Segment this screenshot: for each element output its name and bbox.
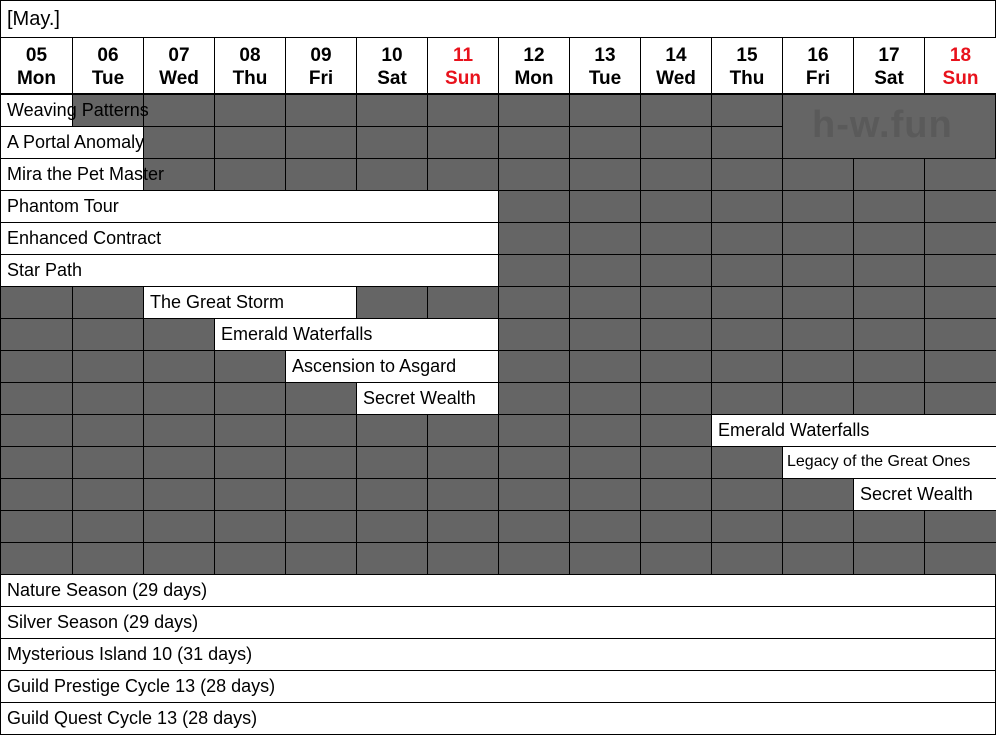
grid-cell [143,414,215,447]
day-header-05 [0,37,73,94]
grid-cell [214,446,286,479]
day-number: 07 [168,45,190,66]
event-label: The Great Storm [150,292,285,312]
grid-cell [640,446,712,479]
weekday-name: Sat [377,68,407,89]
grid-cell [72,382,144,415]
grid-cell [853,542,925,575]
grid-cell [214,350,286,383]
grid-cell [356,478,428,511]
grid-cell [853,158,925,191]
event-bar[interactable] [0,126,144,159]
grid-cell [569,318,641,351]
season-label: Guild Quest Cycle 13 (28 days) [7,708,258,728]
season-label: Guild Prestige Cycle 13 (28 days) [7,676,276,696]
season-label: Silver Season (29 days) [7,612,199,632]
grid-cell [640,222,712,255]
grid-cell [356,126,428,159]
day-header-12 [498,37,570,94]
grid-cell [214,126,286,159]
season-row[interactable] [0,670,996,703]
grid-cell [498,350,570,383]
grid-cell [0,542,73,575]
event-bar[interactable] [0,94,149,127]
grid-cell [853,222,925,255]
grid-cell [924,254,996,287]
grid-cell [569,222,641,255]
grid-cell [0,478,73,511]
watermark: h-w.fun [812,104,953,146]
event-label: Secret Wealth [860,484,973,504]
grid-cell [498,158,570,191]
grid-cell [711,158,783,191]
event-label: Phantom Tour [7,196,119,216]
event-bar[interactable] [0,254,499,287]
grid-cell [569,286,641,319]
grid-cell [498,126,570,159]
grid-cell [498,510,570,543]
day-header-14 [640,37,712,94]
day-number: 09 [310,45,332,66]
grid-cell [569,446,641,479]
day-number: 16 [807,45,829,66]
grid-cell [640,158,712,191]
grid-cell [924,222,996,255]
grid-cell [924,158,996,191]
event-bar[interactable] [356,382,499,415]
grid-cell [711,222,783,255]
weekday-name: Tue [588,68,622,89]
grid-cell [498,382,570,415]
day-number: 15 [736,45,758,66]
grid-cell [427,126,499,159]
grid-cell [143,350,215,383]
weekday-name: Fri [308,68,334,89]
grid-cell [924,350,996,383]
grid-cell [782,350,854,383]
grid-cell [569,158,641,191]
grid-cell [782,254,854,287]
grid-cell [782,286,854,319]
grid-cell [0,382,73,415]
event-label: Secret Wealth [363,388,476,408]
grid-cell [569,478,641,511]
grid-cell [924,286,996,319]
grid-cell [640,254,712,287]
grid-cell [214,382,286,415]
grid-cell [143,126,215,159]
season-label: Mysterious Island 10 (31 days) [7,644,253,664]
grid-cell [498,446,570,479]
event-label: Weaving Patterns [7,100,149,120]
grid-cell [0,510,73,543]
grid-cell [711,478,783,511]
grid-cell [143,478,215,511]
grid-cell [711,510,783,543]
grid-cell [0,318,73,351]
event-label: Ascension to Asgard [292,356,457,376]
day-number: 13 [594,45,616,66]
grid-cell [72,510,144,543]
event-label: Enhanced Contract [7,228,162,248]
grid-cell [498,414,570,447]
event-bar[interactable] [0,158,165,191]
grid-cell [782,190,854,223]
weekday-name: Mon [16,68,57,89]
grid-cell [498,318,570,351]
day-header-09 [285,37,357,94]
event-label: Legacy of the Great Ones [787,453,971,470]
grid-cell [143,446,215,479]
grid-cell [498,254,570,287]
grid-cell [0,414,73,447]
grid-cell [356,510,428,543]
grid-cell [924,542,996,575]
grid-cell [0,286,73,319]
season-row[interactable] [0,606,996,639]
grid-cell [285,542,357,575]
grid-cell [498,542,570,575]
grid-cell [711,382,783,415]
grid-cell [356,446,428,479]
grid-cell [285,94,357,127]
weekday-name: Thu [232,68,268,89]
grid-cell [143,542,215,575]
grid-cell [924,510,996,543]
day-header-15 [711,37,783,94]
grid-cell [640,542,712,575]
grid-cell [782,478,854,511]
grid-cell [143,510,215,543]
grid-cell [427,414,499,447]
grid-cell [640,190,712,223]
day-header-07 [143,37,215,94]
grid-cell [427,542,499,575]
grid-cell [853,254,925,287]
grid-cell [782,382,854,415]
day-number: 14 [665,45,687,66]
weekday-name: Sun [942,68,979,89]
grid-cell [143,318,215,351]
grid-cell [569,382,641,415]
event-bar[interactable] [711,414,996,447]
grid-cell [711,318,783,351]
grid-cell [285,510,357,543]
event-label: Mira the Pet Master [7,164,165,184]
grid-cell [853,190,925,223]
day-header-10 [356,37,428,94]
grid-cell [214,542,286,575]
grid-cell [711,350,783,383]
day-number: 18 [949,45,972,66]
grid-cell [711,190,783,223]
grid-cell [569,126,641,159]
event-bar[interactable] [143,286,357,319]
day-number: 08 [239,45,261,66]
grid-cell [498,286,570,319]
grid-cell [285,382,357,415]
grid-cell [0,446,73,479]
season-label: Nature Season (29 days) [7,580,208,600]
grid-cell [853,382,925,415]
event-bar[interactable] [285,350,499,383]
grid-cell [711,94,783,127]
grid-cell [72,318,144,351]
grid-cell [569,350,641,383]
grid-cell [72,446,144,479]
grid-cell [285,126,357,159]
grid-cell [640,510,712,543]
grid-cell [782,318,854,351]
grid-cell [640,414,712,447]
weekday-name: Mon [514,68,554,89]
grid-cell [640,478,712,511]
grid-cell [143,94,215,127]
grid-cell [640,318,712,351]
grid-cell [356,414,428,447]
grid-cell [711,254,783,287]
weekday-name: Fri [805,68,831,89]
grid-cell [427,94,499,127]
event-label: Emerald Waterfalls [221,324,373,344]
event-bar[interactable] [853,478,996,511]
grid-cell [640,94,712,127]
grid-cell [214,158,286,191]
season-row[interactable] [0,574,996,607]
event-bar[interactable] [0,190,499,223]
grid-cell [498,478,570,511]
event-label: A Portal Anomaly [7,132,145,152]
grid-cell [214,478,286,511]
grid-cell [72,286,144,319]
event-bar[interactable] [0,222,499,255]
day-header-13 [569,37,641,94]
grid-cell [640,382,712,415]
event-bar[interactable] [214,318,499,351]
day-header-11 [427,37,499,94]
grid-cell [214,414,286,447]
day-number: 11 [452,45,474,66]
grid-cell [72,414,144,447]
grid-cell [711,286,783,319]
day-number: 05 [25,45,48,66]
grid-cell [72,478,144,511]
grid-cell [427,158,499,191]
grid-cell [427,446,499,479]
day-number: 10 [381,45,403,66]
event-label: Star Path [7,260,83,280]
grid-cell [356,286,428,319]
grid-cell [853,318,925,351]
grid-cell [924,318,996,351]
grid-cell [569,254,641,287]
grid-cell [782,222,854,255]
grid-cell [356,542,428,575]
grid-cell [285,446,357,479]
grid-cell [924,382,996,415]
grid-cell [569,94,641,127]
grid-cell [853,510,925,543]
grid-cell [72,350,144,383]
grid-cell [0,350,73,383]
weekday-name: Wed [656,68,696,89]
grid-cell [143,382,215,415]
day-header-16 [782,37,854,94]
day-header-18 [924,37,996,94]
grid-cell [498,190,570,223]
grid-cell [214,94,286,127]
grid-cell [853,286,925,319]
grid-cell [285,478,357,511]
grid-cell [356,158,428,191]
grid-cell [569,190,641,223]
grid-cell [711,126,783,159]
weekday-name: Wed [159,68,199,89]
grid-cell [782,542,854,575]
season-row[interactable] [0,638,996,671]
grid-cell [427,478,499,511]
event-label: Emerald Waterfalls [718,420,870,440]
day-header-06 [72,37,144,94]
grid-cell [782,510,854,543]
grid-cell [427,510,499,543]
day-header-17 [853,37,925,94]
grid-cell [356,94,428,127]
event-bar[interactable] [782,446,996,479]
grid-cell [72,542,144,575]
grid-cell [285,414,357,447]
grid-cell [853,350,925,383]
weekday-name: Thu [729,68,765,89]
grid-cell [640,286,712,319]
grid-cell [214,510,286,543]
season-row[interactable] [0,702,996,735]
day-number: 12 [523,45,545,66]
day-number: 17 [878,45,900,66]
grid-cell [569,510,641,543]
grid-cell [498,222,570,255]
weekday-name: Tue [91,68,125,89]
grid-cell [498,94,570,127]
grid-cell [640,126,712,159]
month-title: [May.] [0,0,996,37]
grid-cell [569,414,641,447]
weekday-name: Sun [445,68,481,89]
grid-cell [711,542,783,575]
day-header-08 [214,37,286,94]
grid-cell [924,190,996,223]
grid-cell [711,446,783,479]
grid-cell [640,350,712,383]
grid-cell [285,158,357,191]
grid-cell [427,286,499,319]
weekday-name: Sat [874,68,904,89]
day-number: 06 [97,45,119,66]
grid-cell [569,542,641,575]
grid-cell [782,158,854,191]
